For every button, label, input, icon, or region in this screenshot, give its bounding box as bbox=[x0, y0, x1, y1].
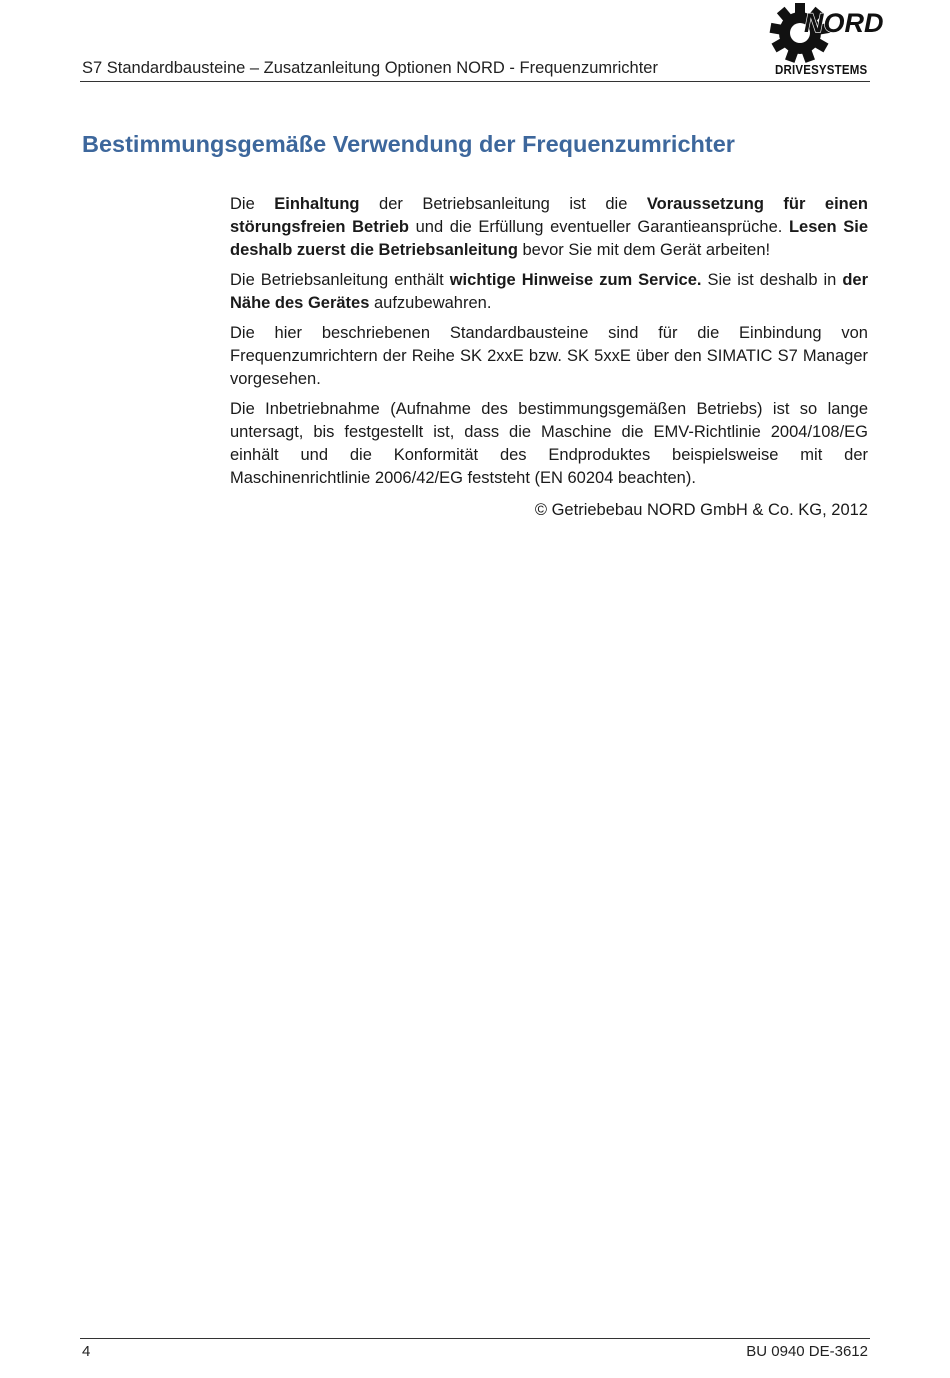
logo-subtitle: DRIVESYSTEMS bbox=[775, 63, 868, 77]
nord-drivesystems-logo bbox=[772, 2, 884, 80]
text-run: bevor Sie mit dem Gerät arbeiten! bbox=[517, 241, 771, 259]
logo-wordmark: NORD bbox=[804, 8, 884, 38]
section-heading: Bestimmungsgemäße Verwendung der Frequenzumrichter bbox=[82, 131, 735, 157]
paragraph-3: Die hier beschriebenen Standardbausteine sind für die Einbindung von Frequenzumrichtern der Reihe SK 2xxE bzw. SK 5xxE über den SIMATIC S7 Manager vorgesehen. bbox=[230, 324, 868, 388]
footer-divider bbox=[80, 1338, 870, 1339]
header-divider bbox=[80, 81, 870, 82]
bold-run: wichtige Hinweise zum Service. bbox=[449, 271, 702, 289]
body-text bbox=[230, 193, 868, 529]
text-run: und die Erfüllung eventueller Garantieansprüche. bbox=[408, 218, 789, 236]
bold-run: Lesen Sie deshalb zuerst die Betriebsanleitung bbox=[230, 218, 868, 259]
nord-gear-logo-icon bbox=[772, 2, 884, 64]
text-run: Die bbox=[230, 195, 275, 213]
text-run: Sie ist deshalb in bbox=[701, 271, 843, 289]
text-run: Die Betriebsanleitung enthält bbox=[230, 271, 450, 289]
paragraph-2 bbox=[230, 269, 868, 315]
bold-run: Einhaltung bbox=[274, 195, 360, 213]
page-number: 4 bbox=[82, 1343, 91, 1360]
paragraph-4: Die Inbetriebnahme (Aufnahme des bestimmungsgemäßen Betriebs) ist so lange untersagt, bis festgestellt ist, dass die Maschine die EMV-Richtlinie 2004/108/EG einhält und die Konformität des Endproduktes beispielsweise mit der Maschinenrichtlinie 2006/42/EG feststeht (EN 60204 beachten). bbox=[230, 400, 868, 487]
header-title: S7 Standardbausteine – Zusatzanleitung Optionen NORD - Frequenzumrichter bbox=[82, 59, 658, 77]
bold-run: der Nähe des Gerätes bbox=[230, 271, 868, 312]
text-run: aufzubewahren. bbox=[369, 294, 492, 312]
bold-run: Voraussetzung für einen störungsfreien Betrieb bbox=[230, 195, 869, 236]
paragraph-1 bbox=[230, 193, 868, 262]
text-run: der Betriebsanleitung ist die bbox=[359, 195, 647, 213]
copyright-notice: © Getriebebau NORD GmbH & Co. KG, 2012 bbox=[534, 501, 868, 519]
document-id: BU 0940 DE-3612 bbox=[746, 1343, 868, 1360]
